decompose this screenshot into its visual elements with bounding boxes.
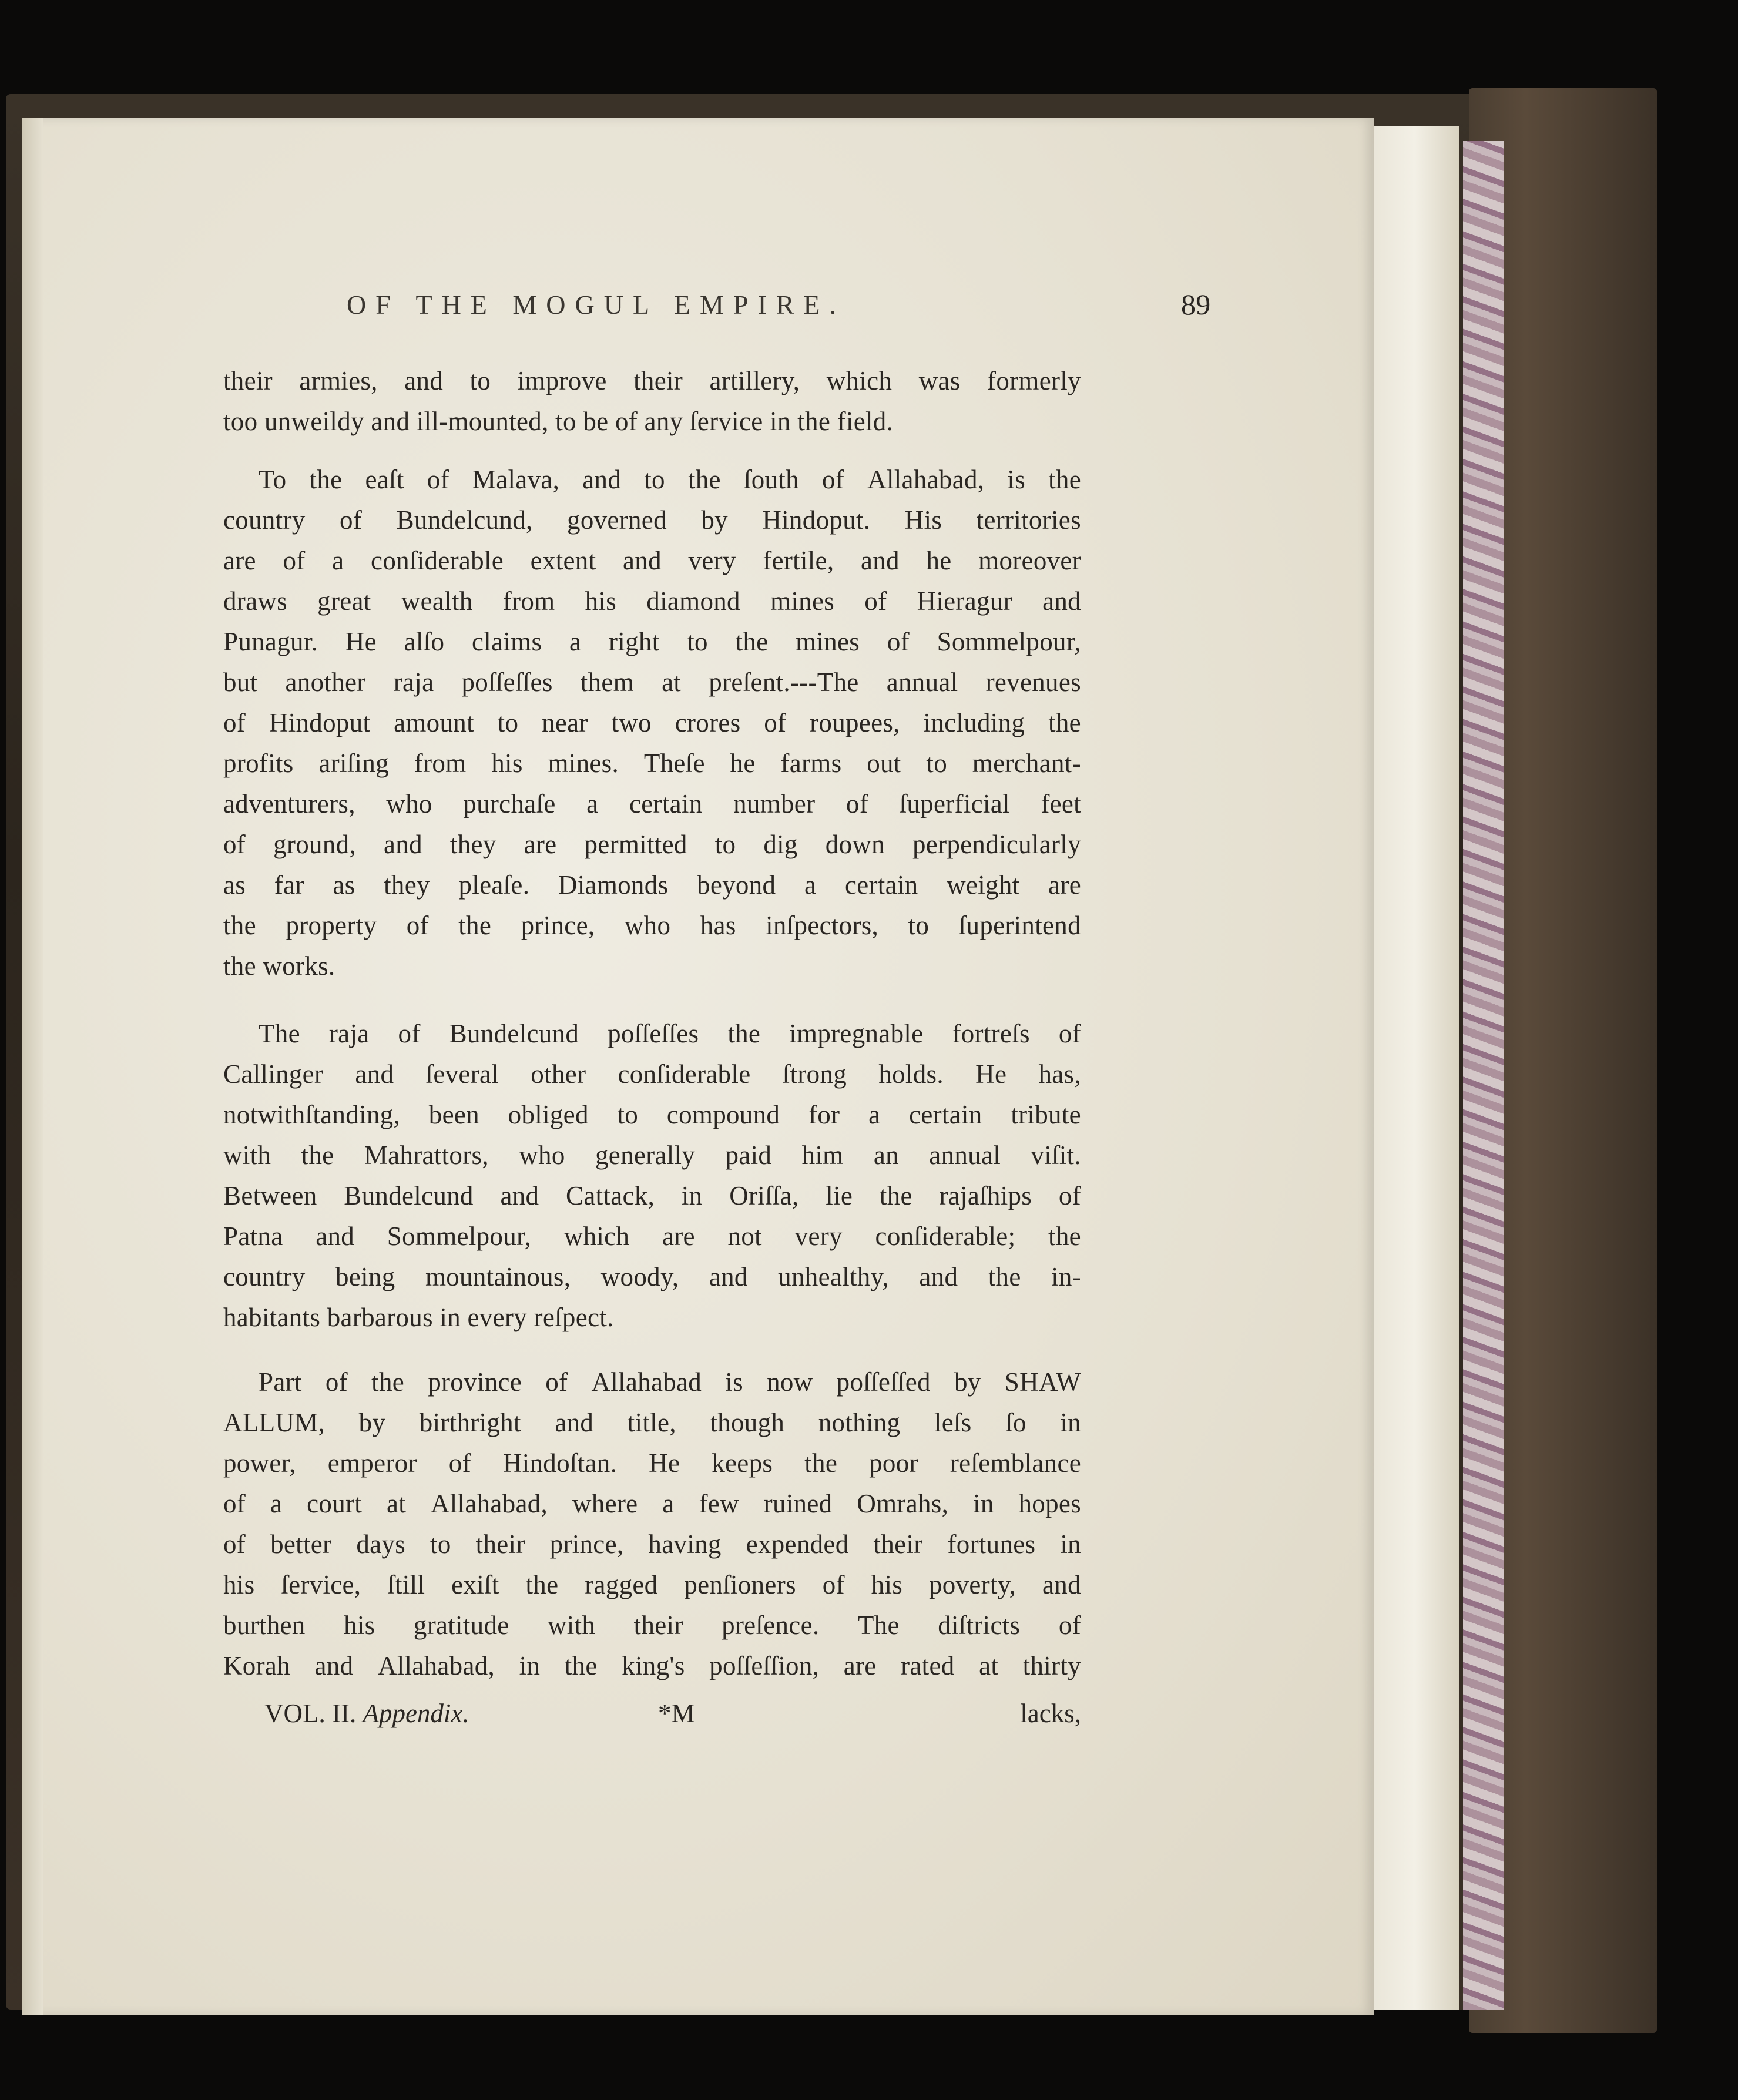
text-line: his ſervice, ſtill exiſt the ragged penſioners of his poverty, and xyxy=(223,1570,1081,1599)
text-line: the property of the prince, who has inſpectors, to ſuperintend xyxy=(223,911,1081,940)
volume-line xyxy=(264,1698,469,1729)
signature-mark: *M xyxy=(658,1699,695,1728)
text-line: To the eaſt of Malava, and to the ſouth of Allahabad, is the xyxy=(259,465,1081,494)
text-line: too unweildy and ill-mounted, to be of any ſervice in the field. xyxy=(223,407,894,436)
text-line: profits ariſing from his mines. Theſe he farms out to merchant- xyxy=(223,749,1081,778)
text-line: Punagur. He alſo claims a right to the mines of Sommelpour, xyxy=(223,627,1081,656)
text-line: Part of the province of Allahabad is now poſſeſſed by SHAW xyxy=(259,1367,1081,1397)
paragraph-3 xyxy=(223,1014,1081,1338)
text-line: Callinger and ſeveral other conſiderable ſtrong holds. He has, xyxy=(223,1059,1081,1089)
volume-label: VOL. II. xyxy=(264,1699,357,1728)
text-line: adventurers, who purchaſe a certain number of ſuperficial feet xyxy=(223,789,1081,818)
text-line: notwithſtanding, been obliged to compound for a certain tribute xyxy=(223,1100,1081,1129)
paragraph-4 xyxy=(223,1362,1081,1686)
paragraph-2 xyxy=(223,459,1081,987)
text-line: the works. xyxy=(223,951,335,981)
page-stack-edge xyxy=(1369,126,1459,2010)
text-line: of better days to their prince, having expended their fortunes in xyxy=(223,1529,1081,1559)
text-line: power, emperor of Hindoſtan. He keeps the poor reſemblance xyxy=(223,1448,1081,1478)
text-line: as far as they pleaſe. Diamonds beyond a certain weight are xyxy=(223,870,1081,900)
text-line: of Hindoput amount to near two crores of roupees, including the xyxy=(223,708,1081,737)
page-number: 89 xyxy=(1181,288,1211,321)
text-line: country of Bundelcund, governed by Hindoput. His territories xyxy=(223,505,1081,535)
text-line: but another raja poſſeſſes them at preſent.---The annual revenues xyxy=(223,667,1081,697)
marbled-endpaper xyxy=(1463,141,1504,2010)
text-line: of ground, and they are permitted to dig down perpendicularly xyxy=(223,830,1081,859)
text-line: of a court at Allahabad, where a few ruined Omrahs, in hopes xyxy=(223,1489,1081,1518)
text-line: are of a conſiderable extent and very fertile, and he moreover xyxy=(223,546,1081,575)
text-line: burthen his gratitude with their preſence. The diſtricts of xyxy=(223,1611,1081,1640)
text-line: draws great wealth from his diamond mines of Hieragur and xyxy=(223,586,1081,616)
page-gutter xyxy=(22,118,43,2015)
text-line: country being mountainous, woody, and unhealthy, and the in- xyxy=(223,1262,1081,1291)
paragraph-1 xyxy=(223,361,1081,442)
running-title: OF THE MOGUL EMPIRE. xyxy=(347,290,846,320)
text-line: with the Mahrattors, who generally paid him an annual viſit. xyxy=(223,1140,1081,1170)
text-line: The raja of Bundelcund poſſeſſes the impregnable fortreſs of xyxy=(259,1019,1081,1048)
text-line: habitants barbarous in every reſpect. xyxy=(223,1303,614,1332)
text-line: Patna and Sommelpour, which are not very conſiderable; the xyxy=(223,1222,1081,1251)
section-label: Appendix. xyxy=(363,1699,469,1728)
text-line: their armies, and to improve their artillery, which was formerly xyxy=(223,366,1081,395)
catchword: lacks, xyxy=(1020,1699,1081,1728)
text-line: Between Bundelcund and Cattack, in Oriſſa, lie the rajaſhips of xyxy=(223,1181,1081,1210)
text-line: ALLUM, by birthright and title, though nothing leſs ſo in xyxy=(223,1408,1081,1437)
text-line: Korah and Allahabad, in the king's poſſeſſion, are rated at thirty xyxy=(223,1651,1081,1680)
